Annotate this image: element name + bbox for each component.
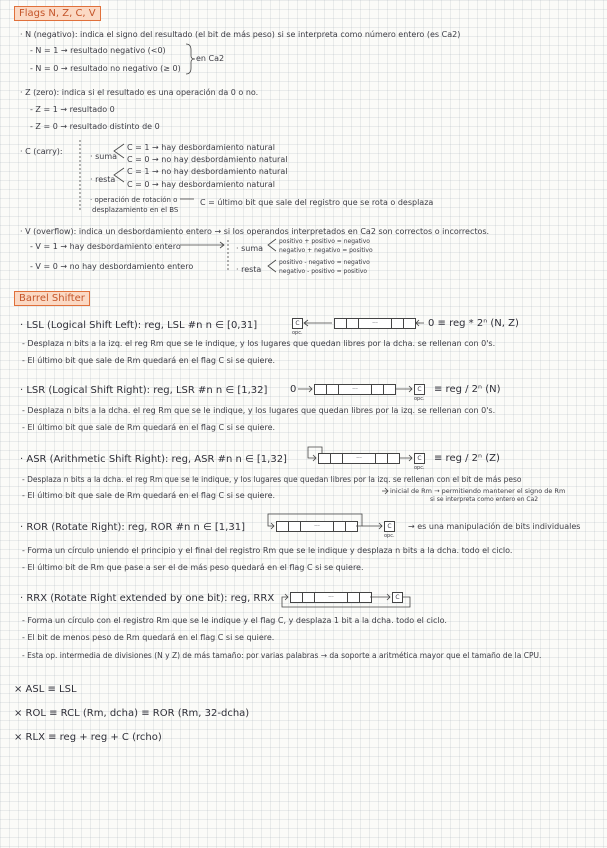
v-resta: · resta [236,265,262,274]
flags-title: Flags N, Z, C, V [14,6,101,21]
asr-heading: · ASR (Arithmetic Shift Right): reg, ASR #n n ∈ [1,32] [20,454,287,465]
rrx-desc-3: - Esta op. intermedia de divisiones (N y Z) de más tamaño: por varias palabras → da soporte a aritmética mayor que el tamaño de la CPU. [22,651,542,660]
flag-v1: - V = 1 → hay desbordamiento entero [30,242,181,251]
flag-z0: - Z = 0 → resultado distinto de 0 [30,122,160,131]
lsr-zero: 0 [290,384,297,395]
flag-c-line: · C (carry): [20,147,63,156]
rrx-reg-dots: ··· [315,593,349,602]
asr-reg-dots: ··· [343,454,377,463]
lsl-desc-1: - Desplaza n bits a la izq. el reg Rm que se le indique, y los lugares que quedan libres por la dcha. se rellenan con 0's. [22,339,496,348]
ror-reg-dots: ··· [301,522,335,531]
lsr-desc-2: - El último bit que sale de Rm quedará en el flag C si se quiere. [22,423,276,432]
lsl-opc: opc. [292,330,303,336]
lsr-heading: · LSR (Logical Shift Right): reg, LSR #n n ∈ [1,32] [20,385,268,396]
lsl-reg-dots: ··· [359,319,393,328]
asr-c-flag: C [414,453,425,464]
note-rlx: × RLX ≡ reg + reg + C (rcho) [14,732,162,743]
c-last: C = último bit que sale del registro que se rota o desplaza [200,198,434,207]
c-rot-2: desplazamiento en el BS [92,206,179,214]
ror-c-flag: C [384,521,395,532]
c-resta-0: C = 0 → hay desbordamiento natural [127,180,275,189]
v-resta-2: negativo - positivo = positivo [279,268,368,275]
rrx-desc-1: - Forma un círculo con el registro Rm que se le indique y el flag C, y desplaza 1 bit a la dcha. todo el ciclo. [22,616,447,625]
flag-z1: - Z = 1 → resultado 0 [30,105,115,114]
lsr-c-flag: C [414,384,425,395]
flag-n-line: · N (negativo): indica el signo del resultado (el bit de más peso) si se interpreta como número entero (es Ca2) [20,30,461,39]
note-asl: × ASL ≡ LSL [14,684,77,695]
c-suma: · suma [90,152,118,161]
rrx-c-flag: C [392,592,403,603]
flag-v-line: · V (overflow): indica un desbordamiento entero → si los operandos interpretados en Ca2 son correctos o incorrectos. [20,227,490,236]
ror-heading: · ROR (Rotate Right): reg, ROR #n n ∈ [1,31] [20,522,245,533]
c-rot-1: · operación de rotación o [90,196,178,204]
asr-desc-1c: si se interpreta como entero en Ca2 [430,496,539,503]
v-suma-1: positivo + positivo = negativo [279,238,370,245]
ror-desc-1: - Forma un círculo uniendo el principio y el final del registro Rm que se le indique y desplaza n bits a la dcha. todo el ciclo. [22,546,513,555]
ror-desc-2: - El último bit de Rm que pase a ser el de más peso quedará en el flag C si se quiere. [22,563,364,572]
ror-equation: → es una manipulación de bits individuales [408,522,581,531]
c-suma-0: C = 0 → no hay desbordamiento natural [127,155,288,164]
lsl-heading: · LSL (Logical Shift Left): reg, LSL #n n ∈ [0,31] [20,320,258,331]
ca2-note: en Ca2 [196,54,225,63]
flag-n0: - N = 0 → resultado no negativo (≥ 0) [30,64,181,73]
lsr-desc-1: - Desplaza n bits a la dcha. el reg Rm que se le indique, y los lugares que quedan libres por la izq. se rellenan con 0's. [22,406,496,415]
v-resta-1: positivo - negativo = negativo [279,259,370,266]
rrx-desc-2: - El bit de menos peso de Rm quedará en el flag C si se quiere. [22,633,275,642]
rrx-heading: · RRX (Rotate Right extended by one bit): reg, RRX [20,593,275,604]
asr-desc-1: - Desplaza n bits a la dcha. el reg Rm que se le indique, y los lugares que quedan libres por la izq. se rellenan con el bit de más peso [22,475,522,484]
asr-desc-1b: inicial de Rm → permitiendo mantener el signo de Rm [390,487,566,495]
asr-opc: opc. [414,465,425,471]
lsr-reg-dots: ··· [339,385,373,394]
v-suma: · suma [236,244,264,253]
lsr-equation: ≡ reg / 2ⁿ (N) [434,384,501,395]
v-suma-2: negativo + negativo = positivo [279,247,373,254]
c-resta: · resta [90,175,116,184]
flag-v0: - V = 0 → no hay desbordamiento entero [30,262,194,271]
lsl-equation: 0 ≡ reg * 2ⁿ (N, Z) [428,318,519,329]
lsr-opc: opc. [414,396,425,402]
lsl-c-flag: C [292,318,303,329]
flag-z-line: · Z (zero): indica si el resultado es una operación da 0 o no. [20,88,259,97]
c-suma-1: C = 1 → hay desbordamiento natural [127,143,275,152]
asr-desc-2: - El último bit que sale de Rm quedará en el flag C si se quiere. [22,491,276,500]
shifter-title: Barrel Shifter [14,291,90,306]
c-resta-1: C = 1 → no hay desbordamiento natural [127,167,288,176]
note-rol: × ROL ≡ RCL (Rm, dcha) ≡ ROR (Rm, 32-dcha) [14,708,250,719]
asr-equation: ≡ reg / 2ⁿ (Z) [434,453,500,464]
lsl-desc-2: - El último bit que sale de Rm quedará en el flag C si se quiere. [22,356,276,365]
flag-n1: - N = 1 → resultado negativo (<0) [30,46,166,55]
ror-opc: opc. [384,533,395,539]
